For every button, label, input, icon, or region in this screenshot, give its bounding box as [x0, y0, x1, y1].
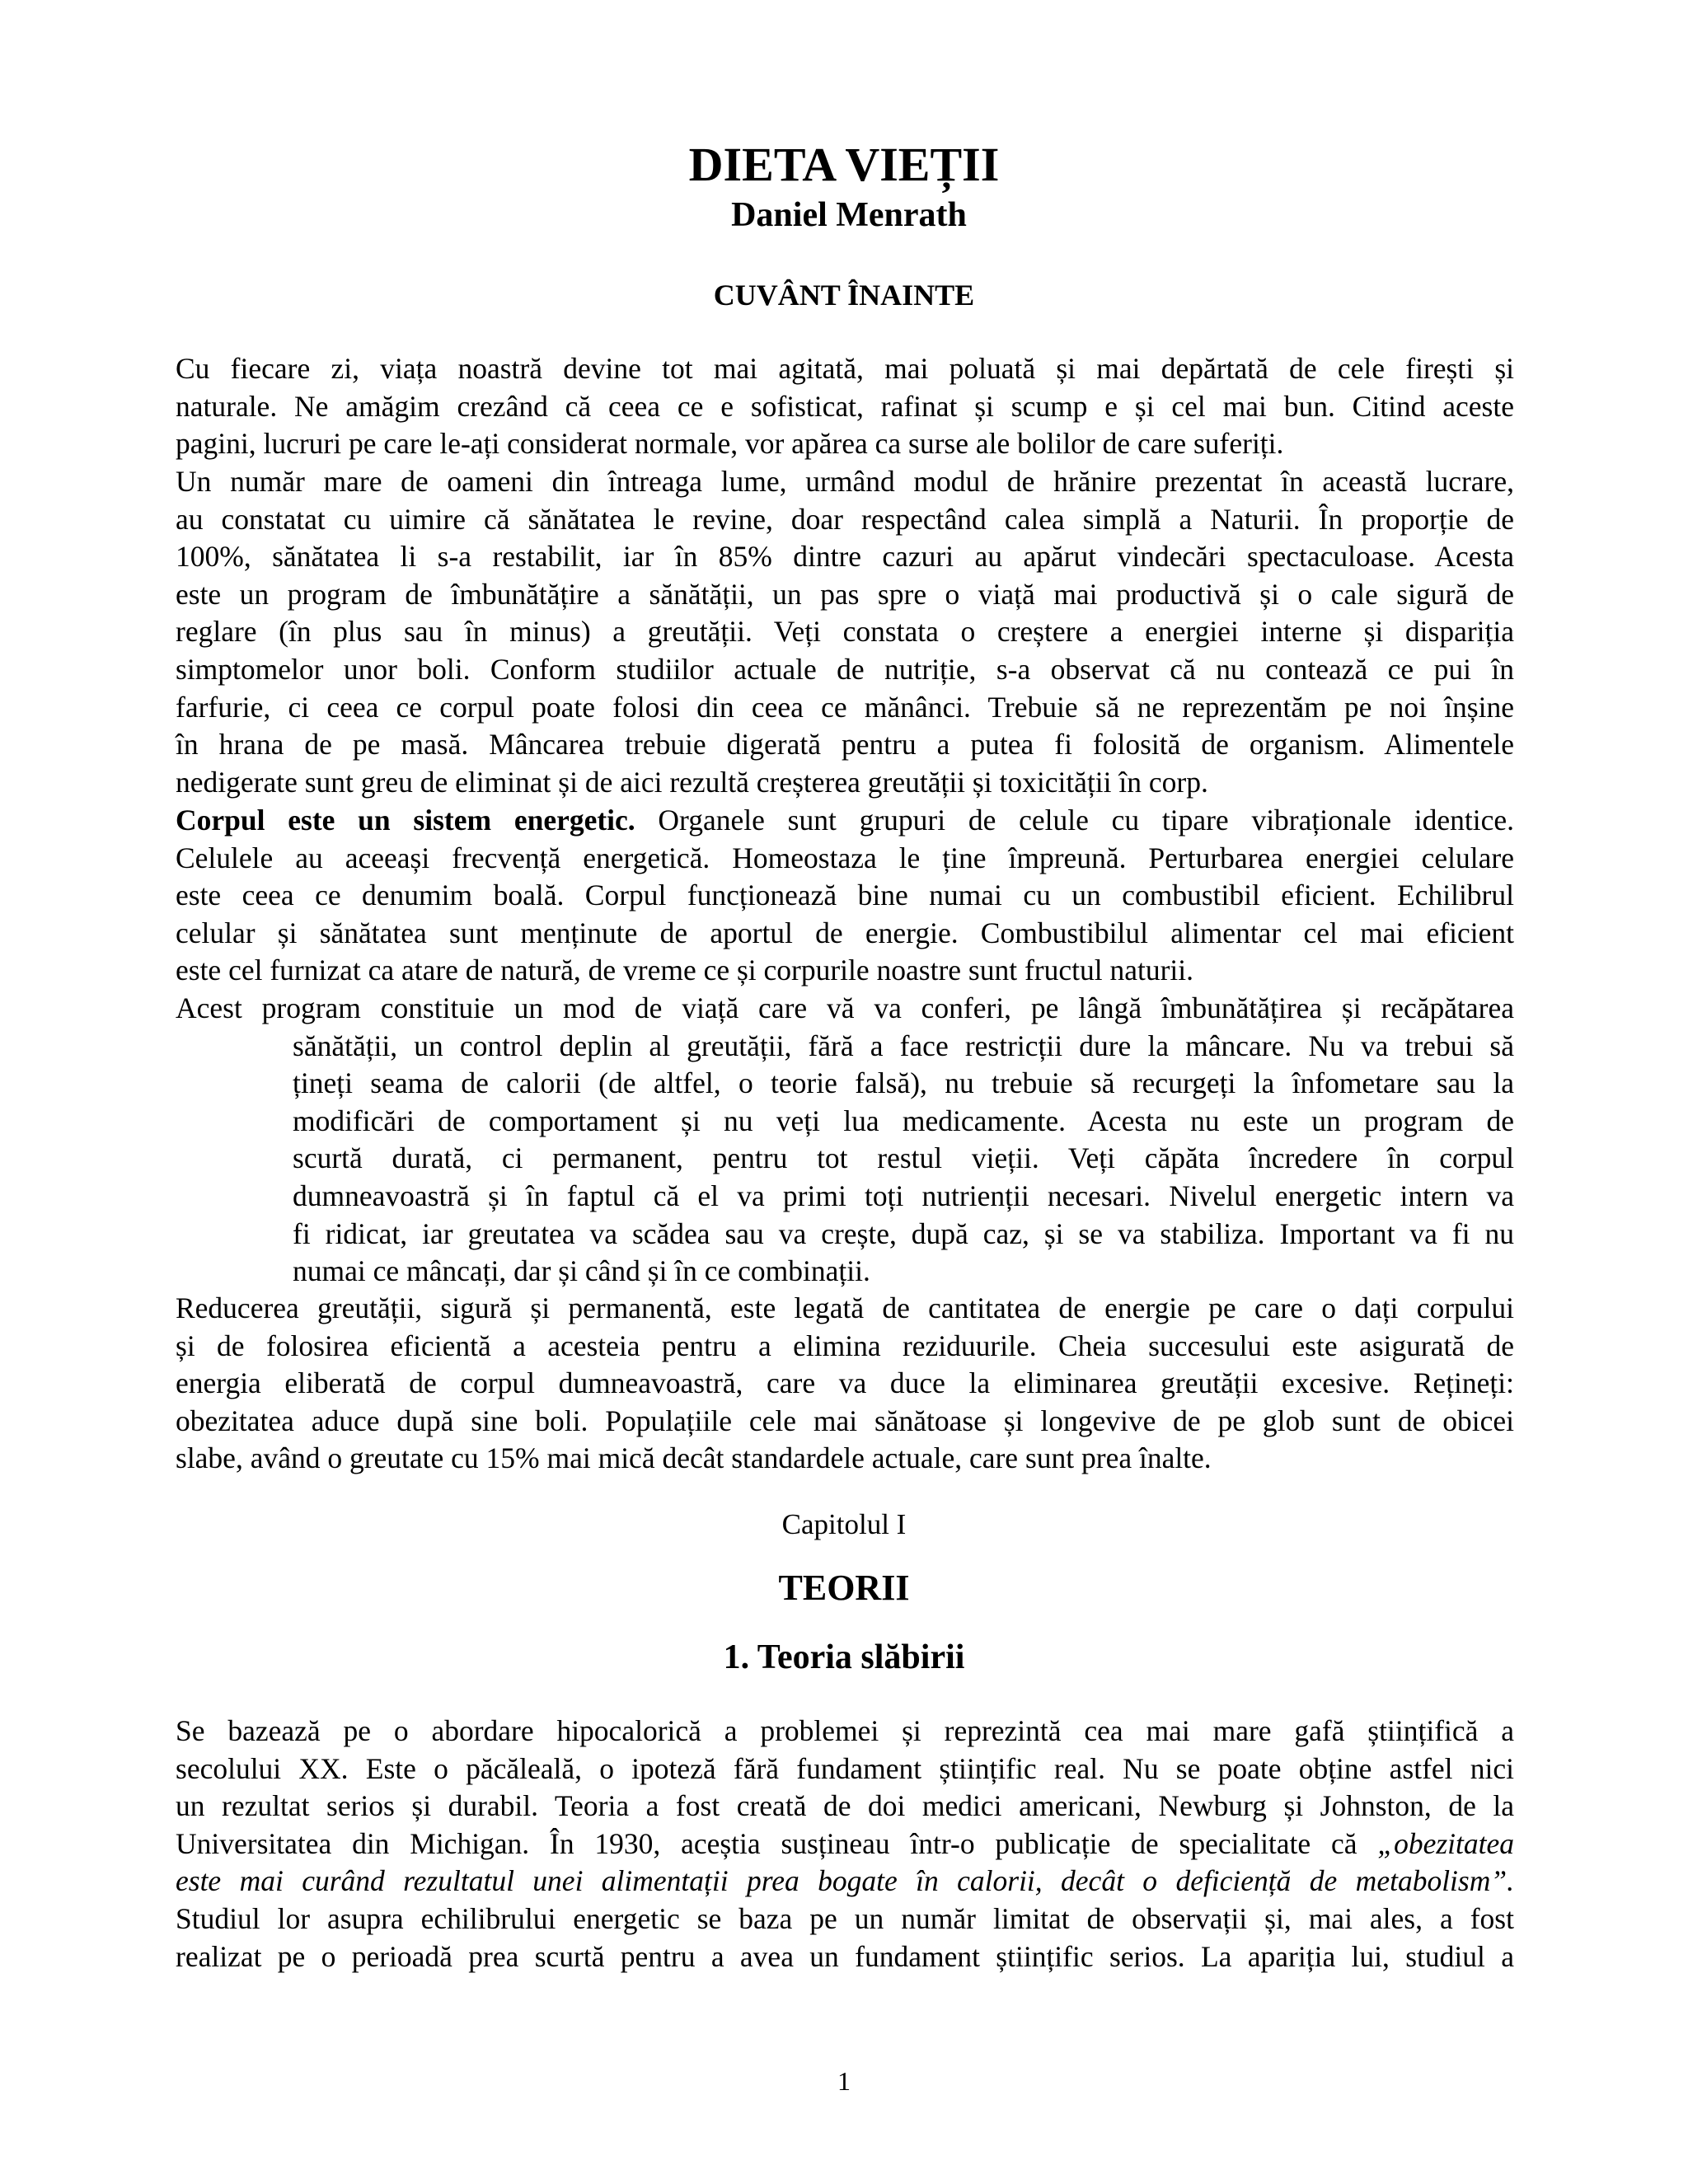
- foreword-paragraph-2: [176, 463, 1514, 801]
- chapter-title: TEORII: [778, 1568, 910, 1608]
- text-line: Acest program constituie un mod de viață care vă va conferi, pe lângă îmbunătățirea și recăpătarea: [176, 991, 1514, 1024]
- document-title: DIETA VIEȚII: [688, 138, 1000, 191]
- text-line: [176, 802, 1514, 840]
- text-line: Se bazează pe o abordare hipocalorică a problemei și reprezintă cea mai mare gafă științifică a: [176, 1714, 1514, 1747]
- text-line: nedigerate sunt greu de eliminat și de aici rezultă creșterea greutății și toxicității în corp.: [176, 765, 1208, 799]
- text-line: un rezultat serios și durabil. Teoria a fost creată de doi medici americani, Newburg și Johnston, de la: [176, 1789, 1514, 1823]
- text-line: țineți seama de calorii (de altfel, o teorie falsă), nu trebuie să recurgeți la înfometare sau la: [293, 1066, 1514, 1100]
- text-line: Reducerea greutății, sigură și permanentă, este legată de cantitatea de energie pe care o dați corpului: [176, 1291, 1514, 1324]
- foreword-paragraph-4: [176, 990, 1514, 1291]
- text-run: Organele sunt grupuri de celule cu tipare vibraționale identice.: [635, 804, 1514, 837]
- text-run: Universitatea din Michigan. În 1930, aceștia susțineau într-o publicație de specialitate că: [176, 1826, 1378, 1860]
- foreword-paragraph-5: [176, 1290, 1514, 1478]
- text-line: sănătății, un control deplin al greutății, fără a face restricții dure la mâncare. Nu va trebui să: [293, 1029, 1514, 1062]
- quote-italic: „obezitatea: [1377, 1826, 1514, 1860]
- text-line: scurtă durată, ci permanent, pentru tot restul vieții. Veți căpăta încredere în corpul: [293, 1141, 1514, 1175]
- text-line: slabe, având o greutate cu 15% mai mică decât standardele actuale, care sunt prea înalte.: [176, 1441, 1212, 1475]
- text-line: realizat pe o perioadă prea scurtă pentru a avea un fundament științific serios. La apariția lui, studiul a: [176, 1939, 1514, 1973]
- text-line: secolului XX. Este o păcăleală, o ipoteză fără fundament științific real. Nu se poate obține astfel nici: [176, 1751, 1514, 1785]
- text-line: 100%, sănătatea li s-a restabilit, iar în 85% dintre cazuri au apărut vindecări spectaculoase. Acesta: [176, 540, 1514, 574]
- foreword-paragraph-3: [176, 802, 1514, 990]
- text-line: modificări de comportament și nu veți lua medicamente. Acesta nu este un program de: [293, 1104, 1514, 1137]
- page-number: 1: [837, 2066, 851, 2096]
- text-line: numai ce mâncați, dar și când și în ce combinații.: [293, 1254, 870, 1288]
- text-line: Celulele au aceeași frecvență energetică. Homeostaza le ține împreună. Perturbarea energiei celulare: [176, 841, 1514, 874]
- text-line: pagini, lucruri pe care le-ați considerat normale, vor apărea ca surse ale bolilor de care suferiți.: [176, 427, 1284, 461]
- foreword-heading: CUVÂNT ÎNAINTE: [713, 279, 975, 312]
- text-line: este ceea ce denumim boală. Corpul funcționează bine numai cu un combustibil eficient. Echilibrul: [176, 879, 1514, 912]
- text-line: simptomelor unor boli. Conform studiilor actuale de nutriție, s-a observat că nu contează ce pui în: [176, 652, 1514, 686]
- text-line: dumneavoastră și în faptul că el va primi toți nutrienții necesari. Nivelul energetic intern va: [293, 1179, 1514, 1212]
- quote-italic: este mai curând rezultatul unei alimentații prea bogate în calorii, decât o deficiență de metabolism”.: [176, 1864, 1514, 1898]
- text-line: celular și sănătatea sunt menținute de aportul de energie. Combustibilul alimentar cel mai eficient: [176, 916, 1514, 949]
- text-line: [176, 1825, 1514, 1863]
- text-line: este cel furnizat ca atare de natură, de vreme ce și corpurile noastre sunt fructul naturii.: [176, 954, 1194, 987]
- text-line: au constatat cu uimire că sănătatea le revine, doar respectând calea simplă a Naturii. În proporție de: [176, 502, 1514, 536]
- text-line: energia eliberată de corpul dumneavoastră, care va duce la eliminarea greutății excesive. Rețineți:: [176, 1366, 1514, 1400]
- bold-lead: Corpul este un sistem energetic.: [176, 804, 635, 837]
- section-paragraph-1: [176, 1713, 1514, 1975]
- text-line: fi ridicat, iar greutatea va scădea sau va crește, după caz, și se va stabiliza. Important va fi nu: [293, 1216, 1514, 1250]
- foreword-paragraph-1: [176, 350, 1514, 463]
- chapter-label: Capitolul I: [781, 1508, 907, 1540]
- text-line: în hrana de pe masă. Mâncarea trebuie digerată pentru a putea fi folosită de organism. Alimentele: [176, 728, 1514, 762]
- text-line: Un număr mare de oameni din întreaga lume, urmând modul de hrănire prezentat în această lucrare,: [176, 465, 1514, 498]
- text-line: Cu fiecare zi, viața noastră devine tot mai agitată, mai poluată și mai depărtată de cele firești și: [176, 352, 1514, 385]
- text-line: și de folosirea eficientă a acesteia pentru a elimina reziduurile. Cheia succesului este asigurată de: [176, 1329, 1514, 1362]
- document-author: Daniel Menrath: [731, 196, 967, 234]
- text-line: Studiul lor asupra echilibrului energetic se baza pe un număr limitat de observații și, mai ales, a fost: [176, 1901, 1514, 1935]
- text-line: naturale. Ne amăgim crezând că ceea ce e sofisticat, rafinat și scump e și cel mai bun. Citind aceste: [176, 389, 1514, 423]
- section-title: 1. Teoria slăbirii: [723, 1638, 965, 1676]
- text-line: obezitatea aduce după sine boli. Populațiile cele mai sănătoase și longevive de pe glob sunt de obicei: [176, 1404, 1514, 1437]
- text-line: farfurie, ci ceea ce corpul poate folosi din ceea ce mănânci. Trebuie să ne reprezentăm pe noi înșine: [176, 690, 1514, 724]
- text-line: este un program de îmbunătățire a sănătății, un pas spre o viață mai productivă și o cale sigură de: [176, 577, 1514, 611]
- text-line: reglare (în plus sau în minus) a greutății. Veți constata o creștere a energiei interne și dispariția: [176, 615, 1514, 649]
